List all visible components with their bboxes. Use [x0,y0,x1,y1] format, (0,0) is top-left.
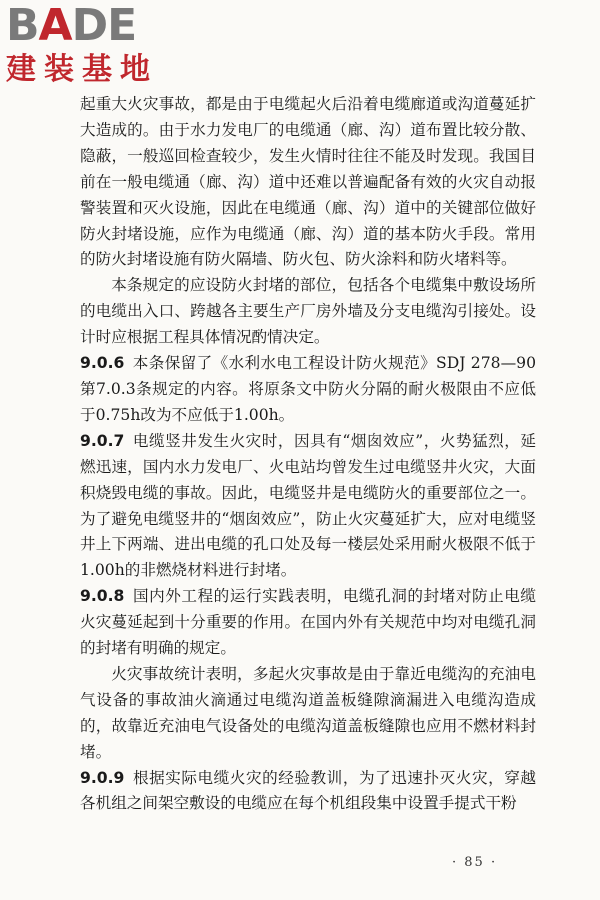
clause-9-0-9 [80,766,536,818]
clause-text: 电缆竖井发生火灾时，因具有“烟囱效应”，火势猛烈，延燃迅速，国内水力发电厂、火电站均曾发生过电缆竖井火灾，大面积烧毁电缆的事故。因此，电缆竖井是电缆防火的重要部位之一。为了避免电缆竖井的“烟囱效应”，防止火灾蔓延扩大，应对电缆竖井上下两端、进出电缆的孔口处及每一楼层处采用耐火极限不低于1.00h的非燃烧材料进行封堵。 [80,431,536,580]
paragraph-text: 本条规定的应设防火封堵的部位，包括各个电缆集中敷设场所的电缆出入口、跨越各主要生产厂房外墙及分支电缆沟引接处。设计时应根据工程具体情况酌情决定。 [80,276,536,347]
clause-number: 9.0.7 [80,431,125,450]
paragraph-text: 火灾事故统计表明，多起火灾事故是由于靠近电缆沟的充油电气设备的事故油火滴通过电缆沟道盖板缝隙滴漏进入电缆沟造成的，故靠近充油电气设备处的电缆沟道盖板缝隙也应用不燃材料封堵。 [80,664,536,761]
brand-logo [6,0,176,94]
logo-letters-de: DE [71,0,137,51]
clause-text: 根据实际电缆火灾的经验教训，为了迅速扑灭火灾，穿越各机组之间架空敷设的电缆应在每个机组段集中设置手提式干粉 [80,768,536,813]
clause-9-0-7 [80,429,536,584]
paragraph-oil-equipment [80,662,536,766]
clause-text: 国内外工程的运行实践表明，电缆孔洞的封堵对防止电缆火灾蔓延起到十分重要的作用。在国内外有关规范中均对电缆孔洞的封堵有明确的规定。 [80,587,536,658]
clause-number: 9.0.6 [80,354,125,373]
logo-letter-a: A [38,0,72,51]
document-body [80,92,536,817]
logo-chinese-text: 建装基地 [6,52,158,87]
page-number: · 85 · [452,855,498,870]
paragraph-continuation [80,92,536,273]
clause-text: 本条保留了《水利水电工程设计防火规范》SDJ 278—90第7.0.3条规定的内容。将原条文中防火分隔的耐火极限由不应低于0.75h改为不应低于1.00h。 [80,354,536,424]
logo-wordmark [6,0,176,51]
clause-number: 9.0.9 [80,768,125,787]
paragraph-fire-seal-locations [80,273,536,351]
logo-letter-b: B [6,0,39,51]
paragraph-text: 起重大火灾事故，都是由于电缆起火后沿着电缆廊道或沟道蔓延扩大造成的。由于水力发电厂的电缆通（廊、沟）道布置比较分散、隐蔽，一般巡回检查较少，发生火情时往往不能及时发现。我国目前在一般电缆通（廊、沟）道中还难以普遍配备有效的火灾自动报警装置和灭火设施，因此在电缆通（廊、沟）道中的关键部位做好防火封堵设施，应作为电缆通（廊、沟）道的基本防火手段。常用的防火封堵设施有防火隔墙、防火包、防火涂料和防火堵料等。 [80,95,536,269]
clause-9-0-6 [80,351,536,429]
clause-number: 9.0.8 [80,587,125,606]
clause-9-0-8 [80,584,536,662]
